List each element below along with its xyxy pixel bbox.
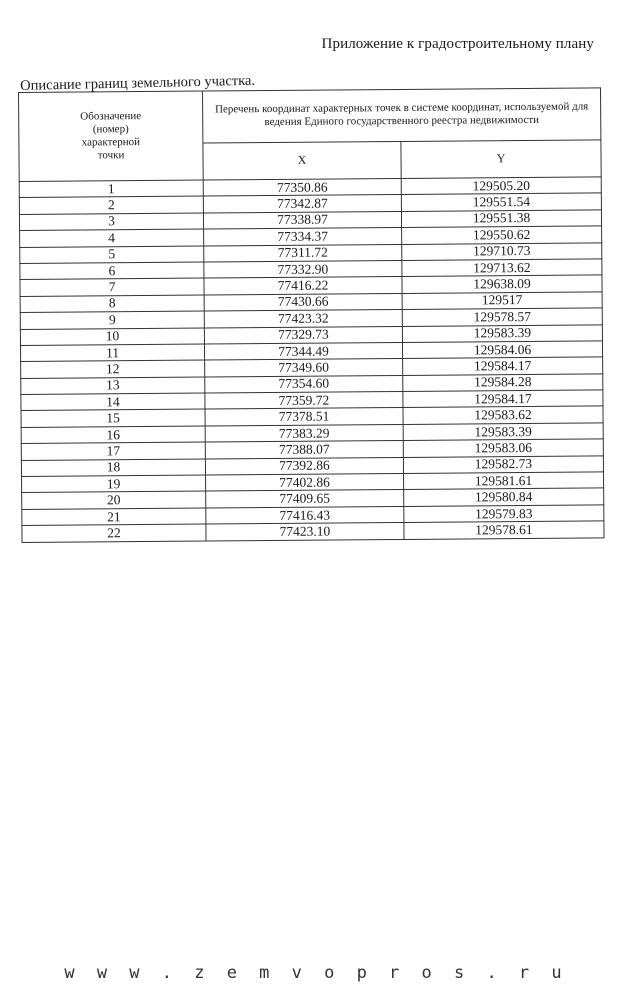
point-number-cell: 5 xyxy=(20,246,204,264)
y-coordinate-cell: 129710.73 xyxy=(402,242,602,260)
x-coordinate-cell: 77409.65 xyxy=(206,490,404,508)
y-coordinate-cell: 129578.57 xyxy=(402,308,602,326)
point-number-cell: 20 xyxy=(22,491,206,509)
x-coordinate-cell: 77350.86 xyxy=(203,178,401,196)
point-number-cell: 18 xyxy=(21,459,205,477)
y-coordinate-cell: 129581.61 xyxy=(404,472,604,490)
x-coordinate-cell: 77342.87 xyxy=(203,195,401,213)
point-number-cell: 9 xyxy=(20,311,204,329)
x-column-header: X xyxy=(203,141,401,180)
x-coordinate-cell: 77430.66 xyxy=(204,293,402,311)
coordinates-table-container xyxy=(18,87,604,542)
x-coordinate-cell: 77392.86 xyxy=(205,457,403,475)
x-coordinate-cell: 77332.90 xyxy=(204,260,402,278)
x-coordinate-cell: 77311.72 xyxy=(204,244,402,262)
y-coordinate-cell: 129638.09 xyxy=(402,275,602,293)
x-coordinate-cell: 77349.60 xyxy=(205,359,403,377)
x-coordinate-cell: 77344.49 xyxy=(204,342,402,360)
point-number-cell: 16 xyxy=(21,426,205,444)
point-number-cell: 15 xyxy=(21,410,205,428)
coordinates-table-body xyxy=(19,177,604,542)
x-coordinate-cell: 77416.22 xyxy=(204,277,402,295)
x-coordinate-cell: 77359.72 xyxy=(205,392,403,410)
table-caption: Описание границ земельного участка. xyxy=(20,72,256,94)
point-number-cell: 2 xyxy=(19,196,203,214)
point-header-line: Обозначение xyxy=(80,110,142,123)
y-coordinate-cell: 129584.17 xyxy=(403,390,603,408)
coordinates-group-header: Перечень координат характерных точек в системе координат, используемой для ведения Единого государственного реестра недвижимости xyxy=(202,88,600,143)
y-column-header: Y xyxy=(401,140,601,179)
page-header: Приложение к градостроительному плану xyxy=(321,36,594,52)
x-coordinate-cell: 77388.07 xyxy=(205,441,403,459)
x-coordinate-cell: 77354.60 xyxy=(205,375,403,393)
x-coordinate-cell: 77416.43 xyxy=(206,506,404,524)
y-coordinate-cell: 129551.54 xyxy=(401,193,601,211)
x-coordinate-cell: 77423.32 xyxy=(204,310,402,328)
y-coordinate-cell: 129584.06 xyxy=(402,341,602,359)
point-number-header xyxy=(19,91,204,181)
point-number-cell: 4 xyxy=(20,229,204,247)
y-coordinate-cell: 129550.62 xyxy=(402,226,602,244)
point-header-line: характерной xyxy=(81,136,141,149)
y-coordinate-cell: 129580.84 xyxy=(404,488,604,506)
y-coordinate-cell: 129505.20 xyxy=(401,177,601,195)
y-coordinate-cell: 129583.06 xyxy=(403,439,603,457)
y-coordinate-cell: 129583.62 xyxy=(403,406,603,424)
point-number-cell: 10 xyxy=(20,328,204,346)
point-number-cell: 6 xyxy=(20,262,204,280)
point-number-cell: 11 xyxy=(20,344,204,362)
x-coordinate-cell: 77378.51 xyxy=(205,408,403,426)
x-coordinate-cell: 77402.86 xyxy=(206,474,404,492)
site-watermark: w w w . z e m v o p r o s . r u xyxy=(64,963,568,983)
y-coordinate-cell: 129583.39 xyxy=(402,324,602,342)
y-coordinate-cell: 129517 xyxy=(402,292,602,310)
x-coordinate-cell: 77334.37 xyxy=(204,228,402,246)
x-coordinate-cell: 77423.10 xyxy=(206,523,404,541)
point-header-line: (номер) xyxy=(92,123,129,136)
table-row xyxy=(22,521,604,542)
point-number-cell: 3 xyxy=(19,213,203,231)
point-number-cell: 13 xyxy=(21,377,205,395)
y-coordinate-cell: 129578.61 xyxy=(404,521,604,539)
y-coordinate-cell: 129713.62 xyxy=(402,259,602,277)
x-coordinate-cell: 77383.29 xyxy=(205,424,403,442)
y-coordinate-cell: 129579.83 xyxy=(404,505,604,523)
point-number-cell: 17 xyxy=(21,442,205,460)
y-coordinate-cell: 129584.28 xyxy=(403,374,603,392)
point-number-cell: 1 xyxy=(19,180,203,198)
x-coordinate-cell: 77329.73 xyxy=(204,326,402,344)
point-number-cell: 19 xyxy=(22,475,206,493)
point-number-cell: 14 xyxy=(21,393,205,411)
point-number-cell: 7 xyxy=(20,278,204,296)
point-header-line: точки xyxy=(97,149,125,162)
y-coordinate-cell: 129551.38 xyxy=(401,210,601,228)
y-coordinate-cell: 129582.73 xyxy=(403,456,603,474)
point-number-cell: 12 xyxy=(21,360,205,378)
point-number-cell: 21 xyxy=(22,508,206,526)
coordinates-table xyxy=(18,87,605,542)
point-number-cell: 22 xyxy=(22,524,206,542)
point-number-cell: 8 xyxy=(20,295,204,313)
y-coordinate-cell: 129583.39 xyxy=(403,423,603,441)
y-coordinate-cell: 129584.17 xyxy=(403,357,603,375)
x-coordinate-cell: 77338.97 xyxy=(203,211,401,229)
